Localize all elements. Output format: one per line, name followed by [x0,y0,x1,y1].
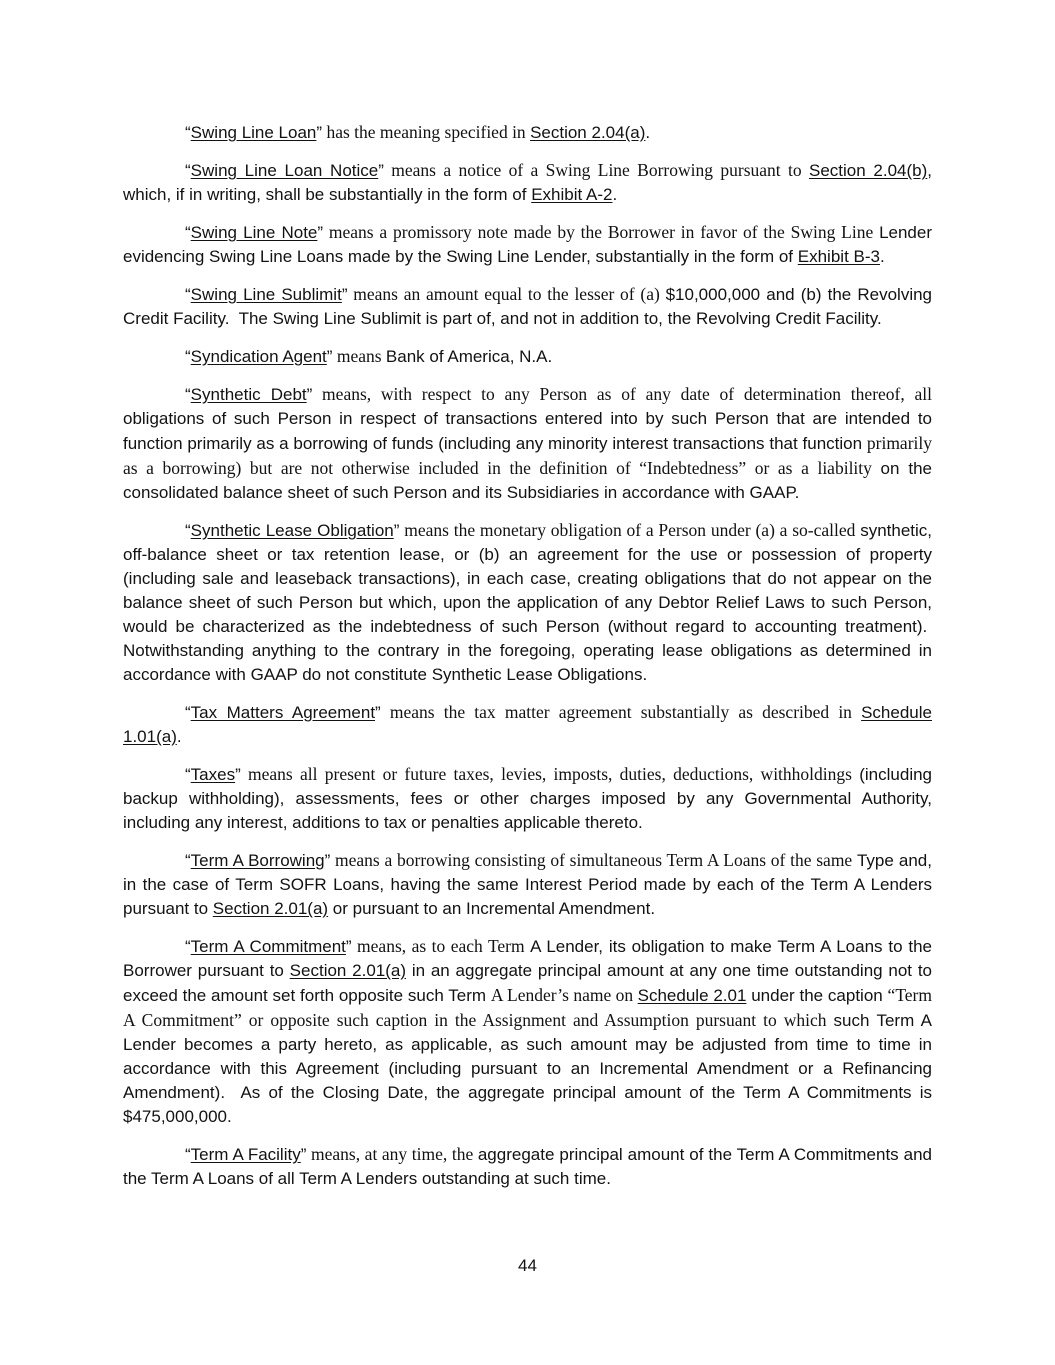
paragraph-swing-line-sublimit [123,282,932,331]
paragraph-swing-line-loan [123,120,932,145]
defined-term: Taxes [190,765,236,784]
text-run: ” [235,765,241,784]
text-run: in an aggregate principal amount at any one time outstanding not to exceed the amount set forth opposite such Term [123,961,932,1005]
page-number: 44 [518,1256,537,1275]
defined-term: Synthetic Debt [190,385,307,404]
text-run: “ [185,161,191,180]
text-run: means, with respect to any Person as of any date of determination thereof, all [312,384,932,404]
text-run: . [645,123,651,142]
text-run: ” [326,347,333,366]
paragraph-term-a-borrowing [123,848,932,921]
paragraph-swing-line-note [123,220,932,269]
text-run: Lender evidencing Swing Line Loans made by the Swing Line Lender, substantially in the form of [123,223,932,266]
defined-term: Term A Borrowing [190,851,325,870]
text-run: means all present or future taxes, levies, imposts, duties, deductions, withholdings [240,764,860,784]
defined-term: Swing Line Loan [190,123,317,142]
text-run: (including backup withholding), assessments, fees or other charges imposed by any Governmental Authority, including any interest, additions to tax or penalties applicable thereto. [123,765,932,832]
text-run: aggregate principal amount of the Term A Commitments and the Term A Loans of all Term A Lenders outstanding at such time. [123,1145,932,1188]
text-run: $10,000,000 and (b) the Revolving Credit Facility. The Swing Line Sublimit is part of, and not in addition to, the Revolving Credit Facility. [123,285,933,328]
text-run: “ [185,1145,191,1164]
text-run: “ [185,765,191,784]
text-run: on the consolidated balance sheet of such Person and its Subsidiaries in accordance with GAAP. [123,459,932,502]
text-run: such Term A Lender becomes a party hereto, as applicable, as such amount may be adjusted from time to time in accordance with this Agreement (including pursuant to an Incremental Amendment or a Refinancing Amendment). As of the Closing Date, the aggregate principal amount of the Term A Commitments is $475,000,000. [123,1011,932,1126]
text-run: Bank of America, N.A. [385,347,553,366]
paragraph-tax-matters-agreement [123,700,932,749]
text-run: ” [345,937,352,956]
document-body [123,120,932,1204]
text-run: ” [375,703,381,722]
text-run: “ [185,937,191,956]
paragraph-term-a-commitment [123,934,932,1129]
text-run: “ [185,347,191,366]
paragraph-synthetic-lease-obligation [123,518,932,687]
exhibit-ref: Exhibit A-2 [531,185,613,204]
text-run: ” [341,285,348,304]
section-ref: Section 2.04(b) [808,161,928,180]
text-run: means [332,346,386,366]
defined-term: Swing Line Loan Notice [190,161,379,180]
text-run: means, at any time, the [306,1144,478,1164]
defined-term: Swing Line Sublimit [190,285,342,304]
text-run: ” [316,123,323,142]
text-run: primarily as a borrowing) but are not otherwise included in the definition of “Indebtedness” or as a liability [123,433,932,478]
text-run: or pursuant to an Incremental Amendment. [328,899,656,918]
text-run: synthetic, off-balance sheet or tax retention lease, or (b) an agreement for the use or possession of property (including sale and leaseback transactions), in each case, creating obligations that do not appear on the balance sheet of such Person but which, upon the application of any Debtor Relief Laws to such Person, would be characterized as the indebtedness of such Person (without regard to accounting treatment). Notwithstanding anything to the contrary in the foregoing, operating lease obligations as determined in accordance with GAAP do not constitute Synthetic Lease Obligations. [123,521,932,684]
text-run: ” [306,385,313,404]
text-run: “ [185,521,191,540]
text-run: ” [378,161,384,180]
text-run: “ [185,223,191,242]
text-run: A Lender’s name on [490,985,638,1005]
text-run: means the tax matter agreement substantially as described in [380,702,862,722]
text-run: “ [185,851,191,870]
text-run: ” [393,521,400,540]
exhibit-ref: Exhibit B-3 [797,247,880,266]
paragraph-swing-line-loan-notice [123,158,932,207]
defined-term: Syndication Agent [190,347,327,366]
paragraph-syndication-agent [123,344,932,369]
text-run: ” [317,223,324,242]
text-run: means a notice of a Swing Line Borrowing pursuant to [383,160,809,180]
text-run: means a promissory note made by the Borrower in favor of the Swing Line [323,222,880,242]
text-run: obligations of such Person in respect of transactions entered into by such Person that are intended to function primarily as a borrowing of funds (including any minority interest transactions that function [123,409,932,453]
schedule-ref: Schedule 2.01 [637,986,747,1005]
paragraph-synthetic-debt [123,382,932,505]
text-run: has the meaning specified in [322,122,531,142]
defined-term: Tax Matters Agreement [190,703,376,722]
text-run: under the caption [746,986,888,1005]
text-run: , which, if in writing, shall be substantially in the form of [123,161,932,204]
text-run: “ [185,123,191,142]
paragraph-term-a-facility [123,1142,932,1191]
text-run: means a borrowing consisting of simultaneous Term A Loans of the same [330,850,857,870]
text-run: “ [185,385,191,404]
text-run: “ [185,703,191,722]
paragraph-taxes [123,762,932,835]
text-run: . [879,247,885,266]
text-run: A Lender, its obligation to make Term A Loans to the Borrower pursuant to [123,937,932,980]
section-ref: Section 2.01(a) [289,961,407,980]
defined-term: Synthetic Lease Obligation [190,521,394,540]
text-run: “Term A Commitment” or opposite such caption in the Assignment and Assumption pursuant to which [123,985,932,1030]
text-run: means the monetary obligation of a Person under (a) a so-called [399,520,861,540]
section-ref: Section 2.01(a) [212,899,329,918]
text-run: means, as to each Term [351,936,531,956]
section-ref: Section 2.04(a) [530,123,646,142]
defined-term: Term A Commitment [190,937,346,956]
text-run: ” [324,851,331,870]
text-run: . [612,185,618,204]
schedule-ref: Schedule 1.01(a) [123,703,932,746]
text-run: “ [185,285,191,304]
text-run: ” [300,1145,307,1164]
text-run: . [176,727,182,746]
defined-term: Swing Line Note [190,223,318,242]
text-run: Type and, in the case of Term SOFR Loans, having the same Interest Period made by each of the Term A Lenders pursuant to [123,851,932,918]
defined-term: Term A Facility [190,1145,301,1164]
text-run: means an amount equal to the lesser of (a) [347,284,666,304]
